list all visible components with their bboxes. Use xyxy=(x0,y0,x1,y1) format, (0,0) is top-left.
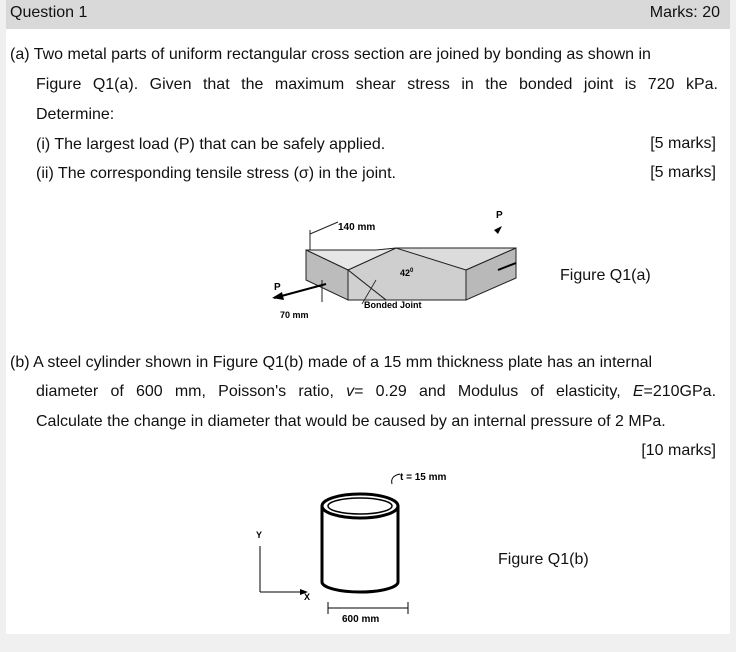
label-axis-x: X xyxy=(304,592,311,602)
label-diameter: 600 mm xyxy=(342,614,380,625)
part-b-marks: [10 marks] xyxy=(641,442,716,459)
part-b-line-3: Calculate the change in diameter that would be caused by an internal pressure of 2 MPa. xyxy=(36,413,666,430)
label-bonded-joint: Bonded Joint xyxy=(364,300,422,310)
label-angle: $42^0$ xyxy=(400,268,414,278)
figure-b-diagram xyxy=(244,462,484,632)
question-header xyxy=(6,0,730,29)
figure-a-diagram xyxy=(266,200,526,330)
label-140mm: 140 mm xyxy=(338,222,376,233)
question-marks: Marks: 20 xyxy=(649,4,720,21)
label-axis-y: Y xyxy=(256,530,263,540)
figure-b-caption: Figure Q1(b) xyxy=(498,551,589,568)
part-a-item-2-marks: [5 marks] xyxy=(650,164,716,181)
part-a-item-1: (i) The largest load (P) that can be safely applied. xyxy=(36,136,386,153)
part-a-line-3: Determine: xyxy=(36,106,115,123)
part-a-line-2: Figure Q1(a). Given that the maximum shear stress in the bonded joint is 720 kPa. xyxy=(36,76,718,93)
part-a-line-1: (a) Two metal parts of uniform rectangular cross section are joined by bonding as shown in xyxy=(10,46,651,63)
question-page xyxy=(6,0,730,634)
load-arrowhead-right xyxy=(494,226,502,234)
part-a-item-2: (ii) The corresponding tensile stress (σ) in the joint. xyxy=(36,165,396,182)
part-b-line-1: (b) A steel cylinder shown in Figure Q1(b) made of a 15 mm thickness plate has an internal xyxy=(10,354,653,371)
label-thickness: t = 15 mm xyxy=(400,472,447,483)
dim-140-line xyxy=(310,222,338,234)
thickness-leader xyxy=(392,474,400,484)
question-number: Question 1 xyxy=(10,4,88,21)
figure-a-caption: Figure Q1(a) xyxy=(560,267,651,284)
load-arrowhead-left xyxy=(272,292,284,300)
label-p-right: P xyxy=(496,210,503,221)
part-b-line-2: diameter of 600 mm, Poisson's ratio, v= 0.29 and Modulus of elasticity, E=210GPa. xyxy=(36,383,717,400)
label-p-left: P xyxy=(274,282,281,293)
label-70mm: 70 mm xyxy=(280,310,309,320)
part-a-item-1-marks: [5 marks] xyxy=(650,135,716,152)
